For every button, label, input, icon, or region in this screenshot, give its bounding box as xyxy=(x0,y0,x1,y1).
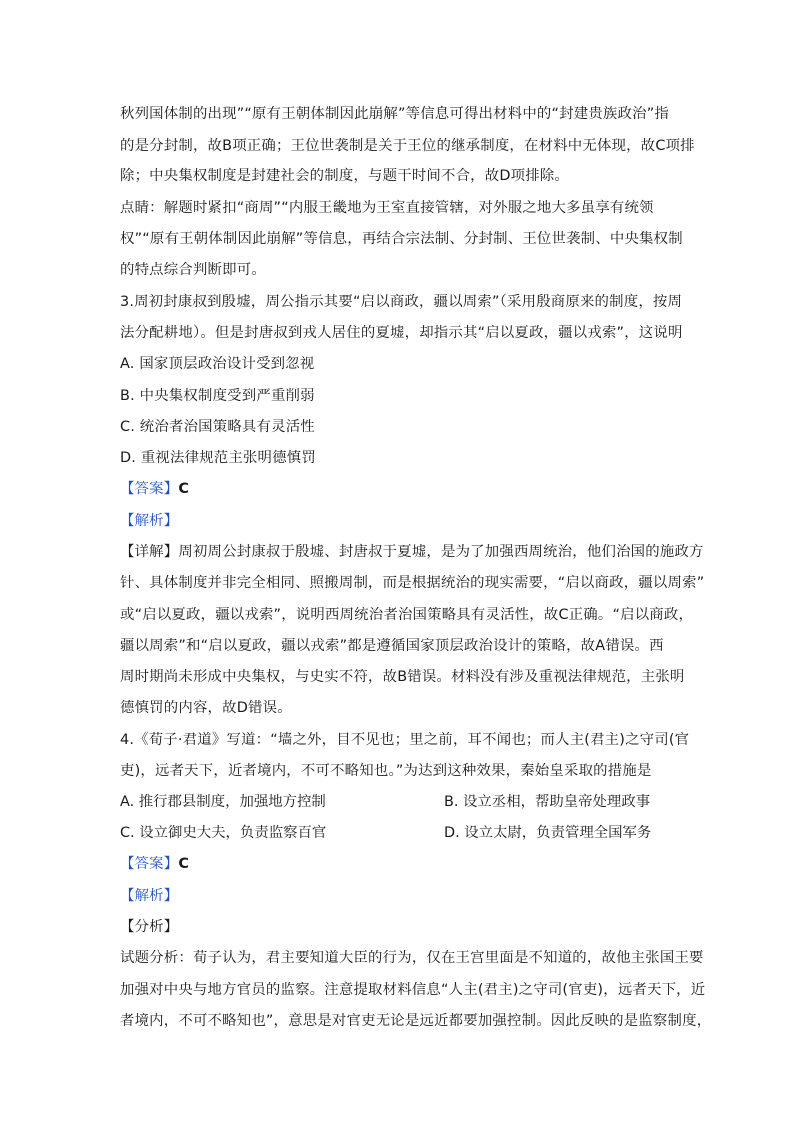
q4-analysis-tag: 【解析】 xyxy=(120,888,179,904)
q3-answer-row xyxy=(120,479,189,499)
q4-stem-line-1: 4.《荀子·君道》写道：“墙之外，目不见也；里之前，耳不闻也；而人主(君主)之守司(官 xyxy=(120,732,690,748)
q4-fenxi-line-1: 试题分析：荀子认为，君主要知道大臣的行为，仅在王宫里面是不知道的，故他主张国王要 xyxy=(120,950,704,966)
q3-answer-value: C xyxy=(178,481,190,497)
q3-detail-line-3: 或“启以夏政，疆以戎索”，说明西周统治者治国策略具有灵活性，故C正确。“启以商政， xyxy=(120,607,694,623)
q4-option-a: A. 推行郡县制度，加强地方控制 xyxy=(120,794,326,810)
q2-analysis-line-3: 除；中央集权制度是封建社会的制度，与题干时间不合，故D项排除。 xyxy=(120,168,570,184)
q4-stem-line-2: 吏)，远者天下，近者境内，不可不略知也。”为达到这种效果，秦始皇采取的措施是 xyxy=(120,763,652,779)
q4-option-d: D. 设立太尉，负责管理全国军务 xyxy=(444,825,652,841)
q2-tip-line-1: 点睛：解题时紧扣“商周”“内服王畿地为王室直接管辖，对外服之地大多虽享有统领 xyxy=(120,200,654,216)
q2-analysis-line-2: 的是分封制，故B项正确；王位世袭制是关于王位的继承制度，在材料中无体现，故C项排 xyxy=(120,138,695,154)
q4-fenxi-line-3: 者境内，不可不略知也”，意思是对官吏无论是远近都要加强控制。因此反映的是监察制度， xyxy=(120,1013,712,1029)
q3-detail-line-5: 周时期尚未形成中央集权，与史实不符，故B错误。材料没有涉及重视法律规范，主张明 xyxy=(120,669,685,685)
q3-stem-line-1: 3.周初封康叔到殷墟，周公指示其要“启以商政，疆以周索”（采用殷商原来的制度，按周 xyxy=(120,294,683,310)
q4-answer-value: C xyxy=(178,856,190,872)
q3-option-a: A. 国家顶层政治设计受到忽视 xyxy=(120,356,315,372)
q4-answer-tag: 【答案】 xyxy=(120,856,179,872)
q4-fenxi-tag: 【分析】 xyxy=(120,919,179,935)
q3-option-d: D. 重视法律规范主张明德慎罚 xyxy=(120,450,316,466)
q4-option-b: B. 设立丞相，帮助皇帝处理政事 xyxy=(444,794,651,810)
q3-answer-tag: 【答案】 xyxy=(120,481,179,497)
q4-option-c: C. 设立御史大夫，负责监察百官 xyxy=(120,825,327,841)
q3-stem-line-2: 法分配耕地）。但是封唐叔到戎人居住的夏墟，却指示其“启以夏政，疆以戎索”，这说明 xyxy=(120,325,683,341)
q4-answer-row xyxy=(120,854,189,874)
q4-fenxi-line-2: 加强对中央与地方官员的监察。注意提取材料信息“人主(君主)之守司(官吏)，远者天下，近 xyxy=(120,982,706,998)
q3-detail-line-2: 针、具体制度并非完全相同、照搬周制，而是根据统治的现实需要，“启以商政，疆以周索” xyxy=(120,575,705,591)
q3-option-b: B. 中央集权制度受到严重削弱 xyxy=(120,388,315,404)
q3-detail-line-6: 德慎罚的内容，故D错误。 xyxy=(120,700,292,716)
q3-analysis-tag: 【解析】 xyxy=(120,513,179,529)
q3-detail-line-4: 疆以周索”和“启以夏政，疆以戎索”都是遵循国家顶层政治设计的策略，故A错误。西 xyxy=(120,638,664,654)
q3-option-c: C. 统治者治国策略具有灵活性 xyxy=(120,419,315,435)
q3-detail-line-1: 【详解】周初周公封康叔于殷墟、封唐叔于夏墟，是为了加强西周统治，他们治国的施政方 xyxy=(120,544,704,560)
q2-analysis-line-1: 秋列国体制的出现”“原有王朝体制因此崩解”等信息可得出材料中的“封建贵族政治”指 xyxy=(120,106,669,122)
q2-tip-line-2: 权”“原有王朝体制因此崩解”等信息，再结合宗法制、分封制、王位世袭制、中央集权制 xyxy=(120,231,683,247)
q2-tip-line-3: 的特点综合判断即可。 xyxy=(120,262,266,278)
